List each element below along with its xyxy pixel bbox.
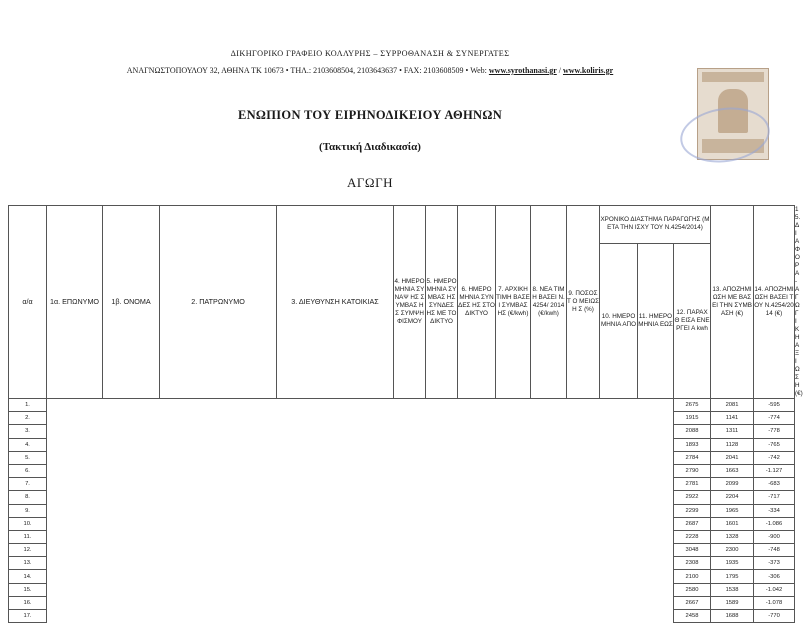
law-compensation-cell: 1538 [711,583,754,596]
header-connection-date: 6. ΗΜΕΡΟ ΜΗΝΙΑ ΣΥΝΔΕΣ ΗΣ ΣΤΟ ΔΙΚΤΥΟ [458,206,496,399]
web-link-1[interactable]: www.syrothanasi.gr [488,66,557,75]
redacted-cell [47,544,674,557]
row-index: 7. [9,478,47,491]
difference-cell: -1.042 [754,583,795,596]
difference-cell: -1.127 [754,464,795,477]
difference-cell: -373 [754,557,795,570]
row-index: 6. [9,464,47,477]
law-compensation-cell: 1311 [711,425,754,438]
difference-cell: -748 [754,544,795,557]
address-text: ΑΝΑΓΝΩΣΤΟΠΟΥΛΟΥ 32, ΑΘΗΝΑ ΤΚ 10673 • ΤΗΛ.: 2103608504, 2103643637 • FAX: 2103608509 • Web: [126,66,487,75]
row-index: 4. [9,438,47,451]
law-compensation-cell: 1795 [711,570,754,583]
difference-cell: -1.078 [754,596,795,609]
header-date-to: 11. ΗΜΕΡΟ ΜΗΝΙΑ ΕΩΣ [638,243,674,398]
law-compensation-cell: 2300 [711,544,754,557]
table-row [9,451,795,464]
redacted-cell [47,596,674,609]
contract-compensation-cell: 2784 [674,451,711,464]
document-title: ΑΓΩΓΗ [347,175,393,190]
table-row [9,412,795,425]
redacted-cell [47,570,674,583]
difference-cell: -778 [754,425,795,438]
header-surname: 1α. ΕΠΩΝΥΜΟ [47,206,103,399]
law-compensation-cell: 2041 [711,451,754,464]
row-index: 2. [9,412,47,425]
header-connection-contract-date: 5. ΗΜΕΡΟ ΜΗΝΙΑ ΣΥΜΒΑΣ ΗΣ ΣΥΝΔΕΣ ΗΣ ΜΕ ΤΟ ΔΙΚΤΥΟ [426,206,458,399]
redacted-cell [47,478,674,491]
law-compensation-cell: 1328 [711,530,754,543]
table-row [9,517,795,530]
table-row [9,438,795,451]
table-row [9,570,795,583]
court-title: ΕΝΩΠΙΟΝ ΤΟΥ ΕΙΡΗΝΟΔΙΚΕΙΟΥ ΑΘΗΝΩΝ [237,108,503,122]
table-row [9,491,795,504]
header-name: 1β. ΟΝΟΜΑ [103,206,160,399]
header-contract-compensation: 13. ΑΠΟΖΗΜΙ ΩΣΗ ΜΕ ΒΑΣΕΙ ΤΗΝ ΣΥΜΒΑΣΗ (€) [711,206,754,399]
contract-compensation-cell: 2790 [674,464,711,477]
redacted-cell [47,557,674,570]
row-index: 5. [9,451,47,464]
law-compensation-cell: 1589 [711,596,754,609]
difference-cell: -595 [754,399,795,412]
table-row [9,504,795,517]
row-index: 8. [9,491,47,504]
contract-compensation-cell: 2781 [674,478,711,491]
difference-cell: -774 [754,412,795,425]
header-production-period: ΧΡΟΝΙΚΟ ΔΙΑΣΤΗΜΑ ΠΑΡΑΓΩΓΗΣ (ΜΕΤΑ ΤΗΝ ΙΣΧΥ ΤΟΥ Ν.4254/2014) [600,206,711,244]
difference-cell: -717 [754,491,795,504]
redacted-cell [47,583,674,596]
law-compensation-cell: 1663 [711,464,754,477]
contract-compensation-cell: 2667 [674,596,711,609]
contract-compensation-cell: 2088 [674,425,711,438]
difference-cell: -770 [754,610,795,623]
contract-compensation-cell: 3048 [674,544,711,557]
law-compensation-cell: 1128 [711,438,754,451]
difference-cell: -306 [754,570,795,583]
table-row [9,425,795,438]
header-new-price: 8. ΝΕΑ ΤΙΜΗ ΒΑΣΕΙ Ν.4254/ 2014 (€/kwh) [531,206,567,399]
redacted-cell [47,399,674,412]
law-compensation-cell: 2081 [711,399,754,412]
contract-compensation-cell: 2100 [674,570,711,583]
web-link-2[interactable]: www.koliris.gr [562,66,614,75]
header-father-name: 2. ΠΑΤΡΩΝΥΜΟ [160,206,277,399]
difference-cell: -742 [754,451,795,464]
difference-cell: -1.086 [754,517,795,530]
header-contract-date: 4. ΗΜΕΡΟ ΜΗΝΙΑ ΣΥΝΑΨ ΗΣ ΣΥΜΒΑΣ ΗΣ ΣΥΜΨΗ ΦΙΣΜΟΥ [394,206,426,399]
law-compensation-cell: 2099 [711,478,754,491]
header-address: 3. ΔΙΕΥΘΥΝΣΗ ΚΑΤΟΙΚΙΑΣ [277,206,394,399]
header-reduction-percent: 9. ΠΟΣΟΣΤ Ο ΜΕΙΩΣΗ Σ (%) [567,206,600,399]
law-compensation-cell: 1965 [711,504,754,517]
redacted-cell [47,425,674,438]
table-row [9,464,795,477]
redacted-cell [47,451,674,464]
procedure-type: (Τακτική Διαδικασία) [319,141,421,153]
header-initial-price: 7. ΑΡΧΙΚΗ ΤΙΜΗ ΒΑΣΕΙ ΣΥΜΒΑΣ ΗΣ (€/kwh) [496,206,531,399]
contract-compensation-cell: 1893 [674,438,711,451]
contract-compensation-cell: 2675 [674,399,711,412]
row-index: 11. [9,530,47,543]
row-index: 16. [9,596,47,609]
difference-cell: -334 [754,504,795,517]
claims-table: α/α 1α. ΕΠΩΝΥΜΟ 1β. ΟΝΟΜΑ 2. ΠΑΤΡΩΝΥΜΟ 3. ΔΙΕΥΘΥΝΣΗ ΚΑΤΟΙΚΙΑΣ 4. ΗΜΕΡΟ ΜΗΝΙΑ ΣΥΝΑΨ ΗΣ ΣΥΜΒΑΣ ΗΣ ΣΥΜΨΗ ΦΙΣΜΟΥ 5. ΗΜΕΡΟ ΜΗΝΙΑ ΣΥΜΒΑΣ ΗΣ ΣΥΝΔΕΣ ΗΣ ΜΕ ΤΟ ΔΙΚΤΥΟ 6. ΗΜΕΡΟ ΜΗΝΙΑ ΣΥΝΔΕΣ ΗΣ ΣΤΟ ΔΙΚΤΥΟ 7. ΑΡΧΙΚΗ ΤΙΜΗ ΒΑΣΕΙ ΣΥΜΒΑΣ ΗΣ (€/kwh) 8. ΝΕΑ ΤΙΜΗ ΒΑΣΕΙ Ν.4254/ 2014 (€/kwh) 9. ΠΟΣΟΣΤ Ο ΜΕΙΩΣΗ Σ (%) ΧΡΟΝΙΚΟ ΔΙΑΣΤΗΜΑ ΠΑΡΑΓΩΓΗΣ (ΜΕΤΑ ΤΗΝ ΙΣΧΥ ΤΟΥ Ν.4254/2014) 13. ΑΠΟΖΗΜΙ ΩΣΗ ΜΕ ΒΑΣΕΙ ΤΗΝ ΣΥΜΒΑΣΗ (€) 14. ΑΠΟΖΗΜΙ ΩΣΗ ΒΑΣΕΙ ΤΟΥ Ν.4254/20 14 (€) 15. ΔΙΑΦΟΡΑ - ΑΓΩΓΙΚΗ ΑΞΙΩΣΗ (€) 10. ΗΜΕΡΟ ΜΗΝΙΑ ΑΠΟ 11. ΗΜΕΡΟ ΜΗΝΙΑ ΕΩΣ 12. ΠΑΡΑΧΘ ΕΙΣΑ ΕΝΕΡΓΕΙ Α kwh 1. 2675 2081 -595 2. 1915 1141 -774 3. 2088 1311 -778 4. 1893 1128 -765 5. 2784 2041 -742 6. 2790 1663 -1.127 7. 2781 2099 -683 8. 2922 2204 -717 9. 2299 1965 -334 10. 2687 1601 -1.086 11. 2228 1328 -900 12. 3048 2300 -748 13. 2308 1935 -373 14. 2100 1795 -306 15. 2580 1538 -1.042 16. 2667 1589 -1.078 17. 2458 1688 -770 [8,205,795,623]
table-row [9,583,795,596]
row-index: 13. [9,557,47,570]
contract-compensation-cell: 2687 [674,517,711,530]
header-law-compensation: 14. ΑΠΟΖΗΜΙ ΩΣΗ ΒΑΣΕΙ ΤΟΥ Ν.4254/20 14 (€) [754,206,795,399]
contract-compensation-cell: 2299 [674,504,711,517]
redacted-cell [47,610,674,623]
redacted-cell [47,412,674,425]
redacted-cell [47,438,674,451]
table-row [9,596,795,609]
table-row [9,544,795,557]
row-index: 12. [9,544,47,557]
table-row [9,610,795,623]
law-compensation-cell: 1688 [711,610,754,623]
header-date-from: 10. ΗΜΕΡΟ ΜΗΝΙΑ ΑΠΟ [600,243,638,398]
row-index: 9. [9,504,47,517]
redacted-cell [47,491,674,504]
redacted-cell [47,464,674,477]
redacted-cell [47,530,674,543]
difference-cell: -900 [754,530,795,543]
table-row [9,530,795,543]
redacted-cell [47,504,674,517]
contract-compensation-cell: 2458 [674,610,711,623]
table-row [9,399,795,412]
contract-compensation-cell: 2580 [674,583,711,596]
firm-address [0,66,740,75]
row-index: 15. [9,583,47,596]
firm-name: ΔΙΚΗΓΟΡΙΚΟ ΓΡΑΦΕΙΟ ΚΟΛΛΥΡΗΣ – ΣΥΡΡΟΘΑΝΑΣΗ & ΣΥΝΕΡΓΑΤΕΣ [230,49,510,58]
web-separator: / [556,66,563,75]
difference-cell: -683 [754,478,795,491]
row-index: 17. [9,610,47,623]
contract-compensation-cell: 2228 [674,530,711,543]
table-body [9,399,795,623]
contract-compensation-cell: 1915 [674,412,711,425]
table-row [9,557,795,570]
difference-cell: -765 [754,438,795,451]
contract-compensation-cell: 2922 [674,491,711,504]
row-index: 3. [9,425,47,438]
redacted-cell [47,517,674,530]
law-compensation-cell: 1141 [711,412,754,425]
row-index: 1. [9,399,47,412]
law-compensation-cell: 1935 [711,557,754,570]
table-row [9,478,795,491]
header-energy-produced: 12. ΠΑΡΑΧΘ ΕΙΣΑ ΕΝΕΡΓΕΙ Α kwh [674,243,711,398]
header-aa: α/α [9,206,47,399]
row-index: 14. [9,570,47,583]
row-index: 10. [9,517,47,530]
law-compensation-cell: 2204 [711,491,754,504]
contract-compensation-cell: 2308 [674,557,711,570]
law-compensation-cell: 1601 [711,517,754,530]
